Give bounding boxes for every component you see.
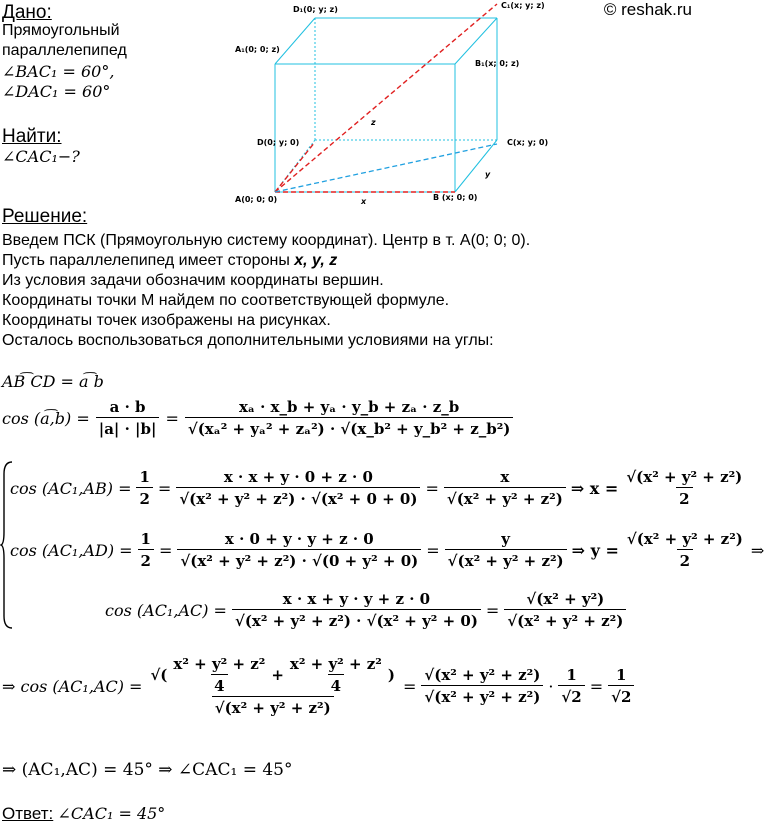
label-d1: D₁(0; y; z) <box>293 5 338 14</box>
answer <box>2 804 165 824</box>
label-a: A(0; 0; 0) <box>235 195 278 204</box>
formula-angle-notation: AB͡ CD = a͡ b <box>2 372 104 391</box>
solution-heading: Решение: <box>2 206 88 227</box>
edge-b1c1 <box>455 18 497 64</box>
label-y: y <box>485 170 491 179</box>
given-line1: Прямоугольный <box>2 22 120 39</box>
label-z: z <box>371 118 376 127</box>
given-heading: Дано: <box>2 2 52 23</box>
solution-p2: Пусть параллелепипед имеет стороны x, y, z <box>2 252 338 269</box>
site-watermark: © reshak.ru <box>603 0 692 19</box>
given-line2: параллелепипед <box>2 42 127 59</box>
vector-ac1 <box>275 4 497 192</box>
label-a1: A₁(0; 0; z) <box>235 45 280 54</box>
given-angle2: ∠DAC₁ = 60° <box>2 82 111 101</box>
find-heading: Найти: <box>2 126 62 147</box>
answer-value: ∠CAC₁ = 45° <box>57 804 166 823</box>
system-line2: cos (AC₁,AD) = $\frac{1}{2}$ = $\frac{x \cdot 0 + y \cdot y + z \cdot 0}{\text{√(x² + y² + z²) · √(0 + y² + 0)}}$ = $\frac{y}{\text{√(x² + y² + z²)}}$ ⇒ y = $\frac{\text{√(x² + y² + z²)}}{2}$ ⇒ <box>10 530 764 570</box>
label-d: D(0; y; 0) <box>257 138 300 147</box>
solution-p6: Осталось воспользоваться дополнительными условиями на углы: <box>2 332 494 349</box>
label-x: x <box>361 197 367 206</box>
label-b: B (x; 0; 0) <box>433 193 478 202</box>
solution-p4: Координаты точки M найдем по соответствующей формуле. <box>2 292 450 309</box>
result-line: ⇒ cos (AC₁,AC) = √( $\frac{\text{x² + y² + z²}}{4}$ + $\frac{\text{x² + y² + z²}}{4}$ ) √(x² + y² + z²) = $\frac{\text{√(x² + y² + z²)}}{\text{√(x² + y² + z²)}}$ · $\frac{1}{√2}$ = $\frac{1}{√2}$ <box>2 655 634 717</box>
edge-a1d1 <box>275 18 315 64</box>
parallelepiped-diagram <box>225 0 555 210</box>
label-c: C(x; y; 0) <box>507 138 549 147</box>
system-line3: cos (AC₁,AC) = $\frac{x \cdot x + y \cdot y + z \cdot 0}{\text{√(x² + y² + z²) · √(x² + y² + 0)}}$ = $\frac{\text{√(x² + y²)}}{\text{√(x² + y² + z²)}}$ <box>105 590 626 630</box>
system-line1: cos (AC₁,AB) = $\frac{1}{2}$ = $\frac{x \cdot x + y \cdot 0 + z \cdot 0}{\text{√(x² + y² + z²) · √(x² + 0 + 0)}}$ = $\frac{x}{\text{√(x² + y² + z²)}}$ ⇒ x = $\frac{\text{√(x² + y² + z²)}}{2}$ <box>10 468 743 508</box>
find-value: ∠CAC₁−? <box>2 147 80 166</box>
label-b1: B₁(x; 0; z) <box>475 59 520 68</box>
formula-cos: cos (a͡,b) = $\frac{a \cdot b}{|a| \cdot |b|}$ = $\frac{\text{xₐ · x\_b + yₐ · y\_b + zₐ · z\_b}}{\text{√(xₐ² + yₐ² + zₐ²) · √(x\_b² + y\_b² + z\_b²)}}$ <box>2 398 513 438</box>
solution-p3: Из условия задачи обозначим координаты вершин. <box>2 272 384 289</box>
edge-bc <box>455 140 497 192</box>
solution-p5: Координаты точек изображены на рисунках. <box>2 312 331 329</box>
solution-p1: Введем ПСК (Прямоугольную систему координат). Центр в т. A(0; 0; 0). <box>2 232 531 249</box>
answer-label: Ответ: <box>2 804 54 823</box>
given-angle1: ∠BAC₁ = 60°, <box>2 62 115 81</box>
label-c1: C₁(x; y; z) <box>501 1 545 10</box>
angle-result: ⇒ (AC₁,AC) = 45° ⇒ ∠CAC₁ = 45° <box>2 760 293 780</box>
